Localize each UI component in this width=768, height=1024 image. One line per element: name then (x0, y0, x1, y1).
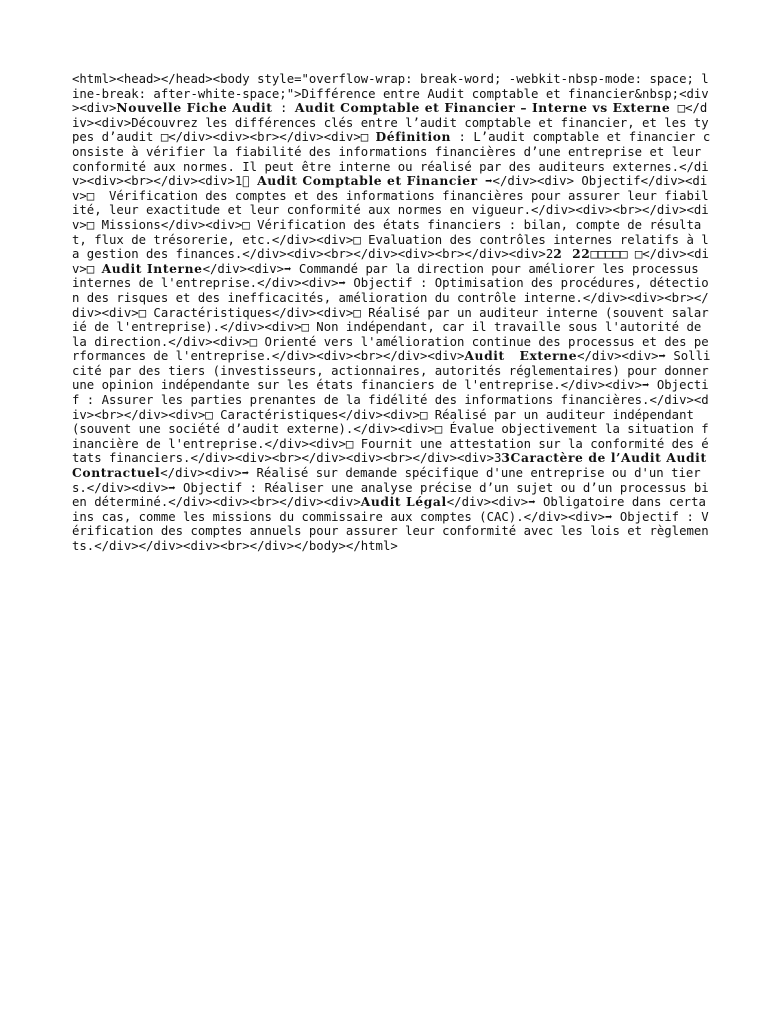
raw-html-document-text (72, 72, 727, 554)
heading-audit-externe: Audit Externe (464, 348, 578, 364)
intro-text: □</div><div>Découvrez les différences clés entre l’audit comptable et financier, et les types d’audit □</div><div><br></div><div>□ (72, 101, 709, 145)
heading-audit-contractuel: 3Caractère de l’Audit Audit Contractuel (72, 450, 727, 481)
heading-section-1: Audit Comptable et Financier (257, 173, 478, 189)
heading-audit-legal: Audit Légal (360, 494, 447, 510)
section-2-number: 2 22 (553, 246, 591, 262)
audit-interne-text: </div><div>➡ Commandé par la direction pour améliorer les processus internes de l'entreprise.</div><div>➡ Objectif : Optimisation des procédures, détection des risques et des inefficacités, amélioration du contrôle interne.</div><div><br></div><div>□ Caractéristiques</div><div>□ Réalisé par un auditeur interne (souvent salarié de l'entreprise).</div><div>□ Non indépendant, car il travaille sous l'autorité de la direction.</div><div>□ Orienté vers l'amélioration continue des processus et des performances de l'entreprise.</div><div><br></div><div> (72, 261, 709, 364)
title-separator: : (272, 101, 295, 116)
heading-audit-comptable-financier: Audit Comptable et Financier – Interne vs Externe (294, 100, 671, 116)
section-2-glyphs: □□□□□ □</div><div>□ (72, 247, 709, 276)
heading-audit-interne: Audit Interne (101, 260, 203, 276)
audit-contractuel-text: </div><div>➡ Réalisé sur demande spécifique d'une entreprise ou d'un tiers.</div><div>➡ Objectif : Réaliser une analyse précise d’un sujet ou d’un processus bien déterminé.</div><div><br></div><div> (72, 466, 709, 510)
audit-legal-text: </div><div>➡ Obligatoire dans certains cas, comme les missions du commissaire aux comptes (CAC).</div><div>➡ Objectif : Vérification des comptes annuels pour assurer leur conformité avec les lois et règlements.</div></div><div><br></div></body></html> (72, 495, 709, 553)
definition-text: : L’audit comptable et financier consiste à vérifier la fiabilité des informations financières d’une entreprise et leur conformité aux normes. Il peut être interne ou réalisé par des auditeurs externes.</div><div><br></div><div>1⃣ (72, 130, 711, 189)
heading-nouvelle-fiche-audit: Nouvelle Fiche Audit (116, 100, 273, 116)
html-source-text: <html><head></head><body style="overflow-wrap: break-word; -webkit-nbsp-mode: space; line-break: after-white-space;">Différence entre Audit comptable et financier&nbsp;<div><div> (72, 72, 709, 116)
audit-externe-text: </div><div>➡ Sollicité par des tiers (investisseurs, actionnaires, autorités réglementaires) pour donner une opinion indépendante sur les états financiers de l'entreprise.</div><div>➡ Objectif : Assurer les parties prenantes de la fidélité des informations financières.</div><div><br></div><div>□ Caractéristiques</div><div>□ Réalisé par un auditeur indépendant (souvent une société d’audit externe).</div><div>□ Évalue objectivement la situation financière de l'entreprise.</div><div>□ Fournit une attestation sur la conformité des états financiers.</div><div><br></div><div><br></div><div>3 (72, 349, 717, 466)
heading-definition: Définition (375, 129, 452, 145)
section-1-text: ➡</div><div> Objectif</div><div>□ Vérification des comptes et des informations financières pour assurer leur fiabilité, leur exactitude et leur conformité aux normes en vigueur.</div><div><br></div><div>□ Missions</div><div>□ Vérification des états financiers : bilan, compte de résultat, flux de trésorerie, etc.</div><div>□ Evaluation des contrôles internes relatifs à la gestion des finances.</div><div><br></div><div><br></div><div>2 (72, 174, 709, 262)
